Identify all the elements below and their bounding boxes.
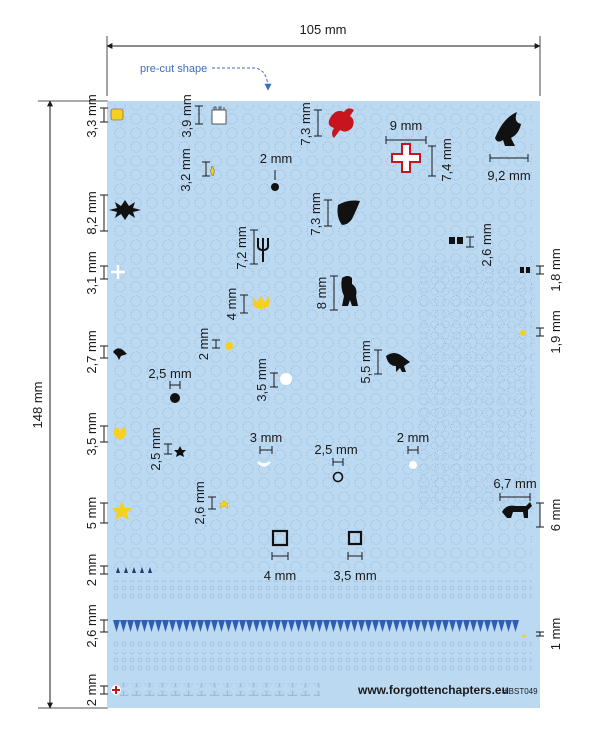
dim-1-8: 1,8 mm bbox=[548, 248, 563, 292]
yellow-dot-icon bbox=[520, 330, 526, 336]
width-dimension bbox=[107, 22, 540, 96]
dim-3-1: 3,1 mm bbox=[84, 251, 99, 295]
dim-1: 1 mm bbox=[548, 617, 563, 651]
dim-4a: 4 mm bbox=[224, 287, 239, 321]
dim-3-9: 3,9 mm bbox=[179, 94, 194, 138]
dim-7-4: 7,4 mm bbox=[439, 138, 454, 182]
dim-2-5c: 2,5 mm bbox=[314, 442, 358, 457]
yellow-small-icon bbox=[225, 342, 233, 350]
dim-2d: 2 mm bbox=[84, 553, 99, 587]
dim-9: 9 mm bbox=[389, 118, 423, 133]
white-blob-icon bbox=[280, 373, 292, 385]
dim-3-2: 3,2 mm bbox=[178, 148, 193, 192]
castle-icon bbox=[212, 107, 226, 124]
yellow-tiny-icon bbox=[522, 634, 525, 637]
lion-head-icon bbox=[111, 109, 123, 120]
dot-2mm-icon bbox=[271, 183, 279, 191]
dim-2-6b: 2,6 mm bbox=[192, 481, 207, 525]
dim-7-3b: 7,3 mm bbox=[308, 192, 323, 236]
dim-3-5c: 3,5 mm bbox=[333, 568, 377, 583]
website-label: www.forgottenchapters.eu bbox=[358, 683, 509, 697]
dim-3-3: 3,3 mm bbox=[84, 94, 99, 138]
width-label: 105 mm bbox=[299, 22, 347, 37]
height-label: 148 mm bbox=[30, 381, 45, 429]
dim-7-2: 7,2 mm bbox=[234, 226, 249, 270]
dot-2-5mm-icon bbox=[170, 393, 180, 403]
dim-1-9: 1,9 mm bbox=[548, 310, 563, 354]
dim-2-5b: 2,5 mm bbox=[148, 427, 163, 471]
dim-6: 6 mm bbox=[548, 498, 563, 532]
dim-3-5b: 3,5 mm bbox=[84, 412, 99, 456]
triangle-band bbox=[112, 618, 522, 634]
precut-callout bbox=[140, 63, 268, 90]
dim-2-6c: 2,6 mm bbox=[84, 604, 99, 648]
dim-2a: 2 mm bbox=[259, 151, 293, 166]
dim-6-7: 6,7 mm bbox=[493, 476, 537, 491]
precut-label: pre-cut shape bbox=[140, 63, 208, 75]
dim-3: 3 mm bbox=[249, 430, 283, 445]
dim-5-5: 5,5 mm bbox=[358, 340, 373, 384]
dim-7-3a: 7,3 mm bbox=[298, 102, 313, 146]
dim-9-2: 9,2 mm bbox=[487, 168, 531, 183]
dim-2b: 2 mm bbox=[196, 327, 211, 361]
dim-2-7: 2,7 mm bbox=[84, 330, 99, 374]
red-cross-small-icon bbox=[111, 685, 121, 695]
dim-8: 8 mm bbox=[314, 276, 329, 310]
dim-2c: 2 mm bbox=[396, 430, 430, 445]
dim-2e: 2 mm bbox=[84, 673, 99, 707]
product-code: #IBST049 bbox=[502, 687, 538, 696]
white-dot-icon bbox=[409, 461, 417, 469]
dim-8-2: 8,2 mm bbox=[84, 191, 99, 235]
dim-4b: 4 mm bbox=[263, 568, 297, 583]
dim-3-5a: 3,5 mm bbox=[254, 358, 269, 402]
dim-2-5a: 2,5 mm bbox=[148, 366, 192, 381]
dim-5: 5 mm bbox=[84, 496, 99, 530]
dim-2-6a: 2,6 mm bbox=[479, 223, 494, 267]
